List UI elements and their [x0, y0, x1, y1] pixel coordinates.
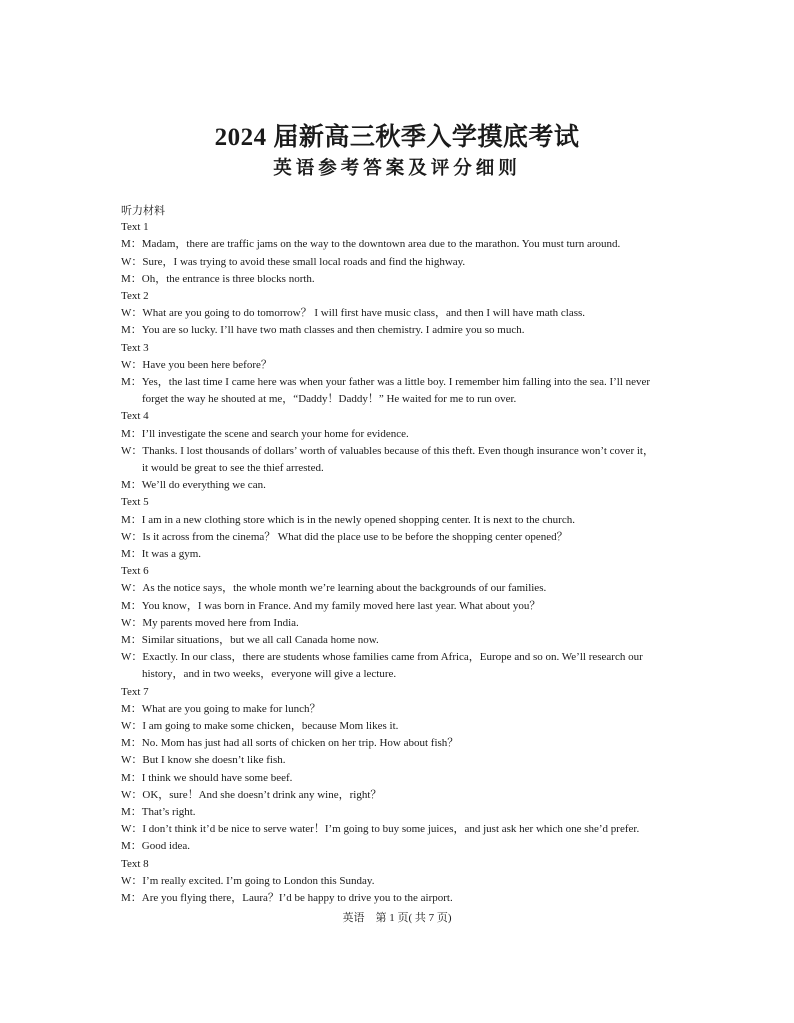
text-label: Text 7 — [121, 685, 149, 698]
dialogue-line: M：Oh，the entrance is three blocks north. — [121, 272, 315, 285]
dialogue-line: W：Thanks. I lost thousands of dollars’ worth of valuables because of this theft. Even though insurance won’t cover it， — [121, 444, 654, 457]
dialogue-line: W：OK，sure！And she doesn’t drink any wine，right？ — [121, 788, 382, 801]
dialogue-line: W：What are you going to do tomorrow？ I will first have music class，and then I will have math class. — [121, 307, 586, 320]
dialogue-line: M：Are you flying there，Laura？I’d be happy to drive you to the airport. — [121, 891, 453, 904]
section-heading: 听力材料 — [121, 204, 165, 217]
dialogue-line: M：We’ll do everything we can. — [121, 479, 266, 492]
document-body — [121, 202, 679, 907]
dialogue-line: W：But I know she doesn’t like fish. — [121, 754, 286, 767]
dialogue-line: W：Is it across from the cinema？ What did the place use to be before the shopping center opened？ — [121, 530, 568, 543]
dialogue-line: M：Similar situations，but we all call Canada home now. — [121, 633, 379, 646]
dialogue-line: M：You know，I was born in France. And my family moved here last year. What about you？ — [121, 599, 541, 612]
dialogue-line: W：Sure，I was trying to avoid these small local roads and find the highway. — [121, 255, 466, 268]
dialogue-line: M：I am in a new clothing store which is in the newly opened shopping center. It is next to the church. — [121, 513, 575, 526]
dialogue-line: M：It was a gym. — [121, 547, 202, 560]
document-subtitle: 英语参考答案及评分细则 — [273, 159, 521, 179]
listening-transcript — [121, 219, 679, 907]
dialogue-line: M：I’ll investigate the scene and search your home for evidence. — [121, 427, 409, 440]
dialogue-line: W：I’m really excited. I’m going to London this Sunday. — [121, 874, 375, 887]
dialogue-line: W：Exactly. In our class，there are students whose families came from Africa，Europe and so on. We’ll research our — [121, 651, 643, 664]
dialogue-line: M：I think we should have some beef. — [121, 771, 293, 784]
page-footer: 英语 第 1 页( 共 7 页) — [342, 912, 452, 924]
text-label: Text 5 — [121, 496, 149, 509]
dialogue-line: M：Yes，the last time I came here was when your father was a little boy. I remember him falling into the sea. I’ll never — [121, 375, 651, 388]
text-label: Text 2 — [121, 289, 149, 302]
dialogue-line: W：As the notice says，the whole month we’re learning about the backgrounds of our families. — [121, 582, 547, 595]
document-title: 2024 届新高三秋季入学摸底考试 — [214, 124, 580, 151]
dialogue-line: M：What are you going to make for lunch？ — [121, 702, 321, 715]
dialogue-line: M：Madam，there are traffic jams on the way to the downtown area due to the marathon. You must turn around. — [121, 238, 621, 251]
dialogue-line-continuation: it would be great to see the thief arrested. — [142, 461, 324, 474]
dialogue-line: W：Have you been here before？ — [121, 358, 272, 371]
text-label: Text 3 — [121, 341, 149, 354]
dialogue-line: M：You are so lucky. I’ll have two math classes and then chemistry. I admire you so much. — [121, 324, 525, 337]
text-label: Text 6 — [121, 565, 149, 578]
dialogue-line: W：My parents moved here from India. — [121, 616, 299, 629]
dialogue-line: M：Good idea. — [121, 840, 191, 853]
text-label: Text 8 — [121, 857, 149, 870]
dialogue-line-continuation: forget the way he shouted at me，“Daddy！Daddy！” He waited for me to run over. — [142, 393, 517, 406]
dialogue-line: W：I am going to make some chicken，because Mom likes it. — [121, 719, 399, 732]
dialogue-line-continuation: history，and in two weeks，everyone will give a lecture. — [142, 668, 397, 681]
text-label: Text 4 — [121, 410, 149, 423]
dialogue-line: M：No. Mom has just had all sorts of chicken on her trip. How about fish？ — [121, 737, 459, 750]
dialogue-line: M：That’s right. — [121, 805, 196, 818]
dialogue-line: W：I don’t think it’d be nice to serve water！I’m going to buy some juices，and just ask her which one she’d prefer. — [121, 823, 640, 836]
text-label: Text 1 — [121, 221, 149, 234]
